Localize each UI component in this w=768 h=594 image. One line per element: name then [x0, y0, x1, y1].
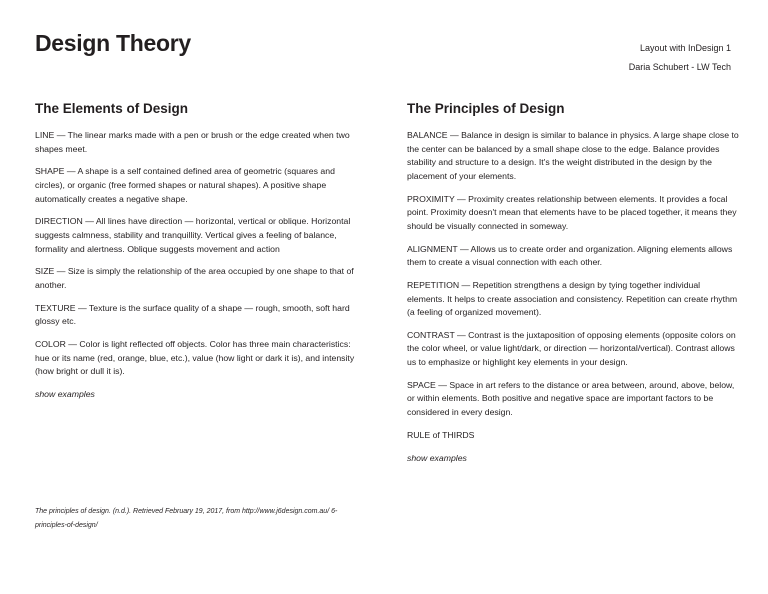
elements-heading: The Elements of Design [35, 101, 189, 116]
principle-balance: BALANCE — Balance in design is similar to balance in physics. A large shape close to the center can be balanced by a small shape close to the edge. Balance provides stability and structure to a design. It's the weight distributed in the design by the placement of your elements. [407, 130, 739, 181]
element-line: LINE — The linear marks made with a pen or brush or the edge created when two shapes meet. [35, 130, 350, 154]
principle-repetition: REPETITION — Repetition strengthens a design by tying together individual elements. It helps to create association and consistency. Repetition can create rhythm (a feeling of organized movement). [407, 279, 738, 318]
element-color: COLOR — Color is light reflected off objects. Color has three main characteristics: hue or its name (red, orange, blue, etc.), value (how light or dark it is), and intensity (how bright or dull it is). [35, 339, 355, 377]
principles-heading: The Principles of Design [407, 101, 565, 116]
principle-contrast: CONTRAST — Contrast is the juxtaposition of opposing elements (opposite colors on the color wheel, or value light/dark, or direction — horizontal/vertical). Contrast allows us to emphasize or highlight key elements in your design. [407, 329, 736, 368]
principle-proximity: PROXIMITY — Proximity creates relationship between elements. It provides a focal point. Proximity doesn't mean that elements have to be placed together, it means they should be visually connected in someway. [407, 193, 737, 231]
principles-show-examples-link[interactable]: show examples [407, 452, 467, 463]
element-size: SIZE — Size is simply the relationship of the area occupied by one shape to that of another. [35, 266, 354, 290]
course-name: Layout with InDesign 1 [639, 43, 731, 53]
element-direction: DIRECTION — All lines have direction — horizontal, vertical or oblique. Horizontal suggests calmness, stability and tranquillity. Vertical gives a feeling of balance, formality and alertness. Oblique suggests movement and action [35, 216, 351, 254]
citation: The principles of design. (n.d.). Retrieved February 19, 2017, from http://www.j6design.com.au/ 6-principles-of-design/ [35, 508, 338, 529]
elements-column [35, 100, 367, 411]
author-name: Daria Schubert - LW Tech [628, 62, 731, 72]
principle-alignment: ALIGNMENT — Allows us to create order and organization. Aligning elements allows them to create a visual connection with each other. [407, 243, 733, 268]
elements-show-examples-link[interactable]: show examples [35, 389, 95, 400]
element-shape: SHAPE — A shape is a self contained defined area of geometric (squares and circles), or organic (free formed shapes or natural shapes). A positive shape automatically creates a negative shape. [35, 166, 335, 204]
principles-column [407, 100, 739, 474]
page-title: Design Theory [35, 30, 191, 56]
principle-space: SPACE — Space in art refers to the distance or area between, around, above, below, or within elements. Both positive and negative space are important factors to be considered in every design. [407, 379, 735, 418]
principle-rule-of-thirds: RULE of THIRDS [407, 429, 475, 440]
element-texture: TEXTURE — Texture is the surface quality of a shape — rough, smooth, soft hard glossy etc. [35, 302, 350, 327]
